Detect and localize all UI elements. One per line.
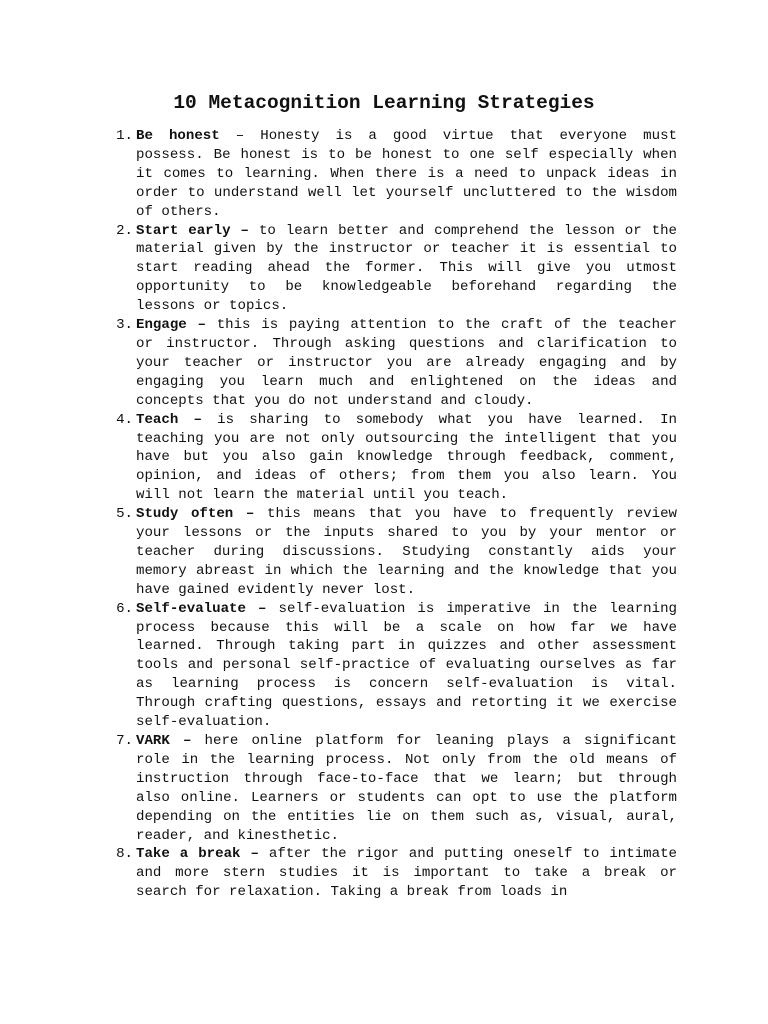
list-item (116, 411, 677, 506)
list-item-term: Study often – (136, 506, 255, 523)
list-item-number: 3. (116, 317, 133, 334)
list-item-term: Teach – (136, 411, 202, 428)
list-item-number: 7. (116, 733, 133, 749)
strategy-list (116, 127, 677, 902)
list-item-number: 4. (116, 411, 133, 428)
list-item-number: 8. (116, 846, 133, 863)
list-item (116, 316, 677, 411)
list-item-text: this is paying attention to the craft of the teacher or instructor. Through asking questions and clarification to your teacher or instructor you are already engaging and by engaging you learn much and enlightened on the ideas and concepts that you do not understand and cloudy. (136, 317, 677, 409)
list-item-text: this means that you have to frequently review your lessons or the inputs shared to you by your mentor or teacher during discussions. Studying constantly aids your memory abreast in which the learning and the knowledge that you have gained evidently never lost. (136, 506, 677, 598)
list-item (116, 222, 677, 317)
list-item (116, 600, 677, 732)
list-item-term: Take a break – (136, 846, 259, 863)
list-item-number: 1. (116, 128, 133, 144)
list-item (116, 732, 677, 845)
list-item-number: 2. (116, 222, 133, 239)
list-item-text: after the rigor and putting oneself to intimate and more stern studies it is important to take a break or search for relaxation. Taking a break from loads in (136, 846, 677, 901)
list-item-term: Self-evaluate – (136, 600, 267, 617)
page-title: 10 Metacognition Learning Strategies (173, 92, 595, 114)
list-item-text: to learn better and comprehend the lesson or the material given by the instructor or teacher it is essential to start reading ahead the former. This will give you utmost opportunity to be knowledgeable beforehand regarding the lessons or topics. (136, 222, 677, 315)
list-item-text: here online platform for leaning plays a significant role in the learning process. Not only from the old means of instruction through face-to-face that we learn; but through also online. Learners or students can opt to use the platform depending on the entities lie on them such as, visual, aural, reader, and kinesthetic. (136, 733, 677, 844)
list-item-term: Be honest (136, 128, 220, 144)
list-item (116, 127, 677, 222)
list-item-term: VARK – (136, 733, 192, 749)
list-item (116, 845, 677, 902)
list-item-text: – Honesty is a good virtue that everyone must possess. Be honest is to be honest to one self especially when it comes to learning. When there is a need to unpack ideas in order to understand well let yourself uncluttered to the wisdom of others. (136, 128, 677, 220)
list-item-text: self-evaluation is imperative in the learning process because this will be a scale on how far we have learned. Through taking part in quizzes and other assessment tools and personal self-practice of evaluating ourselves as far as learning process is concern self-evaluation is vital. Through crafting questions, essays and retorting it we exercise self-evaluation. (136, 600, 677, 731)
list-item (116, 505, 677, 600)
list-item-term: Start early – (136, 222, 249, 239)
list-item-text: is sharing to somebody what you have learned. In teaching you are not only outsourcing the intelligent that you have but you also gain knowledge through feedback, comment, opinion, and ideas of others; from them you also learn. You will not learn the material until you teach. (136, 411, 677, 504)
list-item-number: 6. (116, 600, 133, 617)
list-item-term: Engage – (136, 317, 206, 334)
list-item-number: 5. (116, 506, 133, 523)
